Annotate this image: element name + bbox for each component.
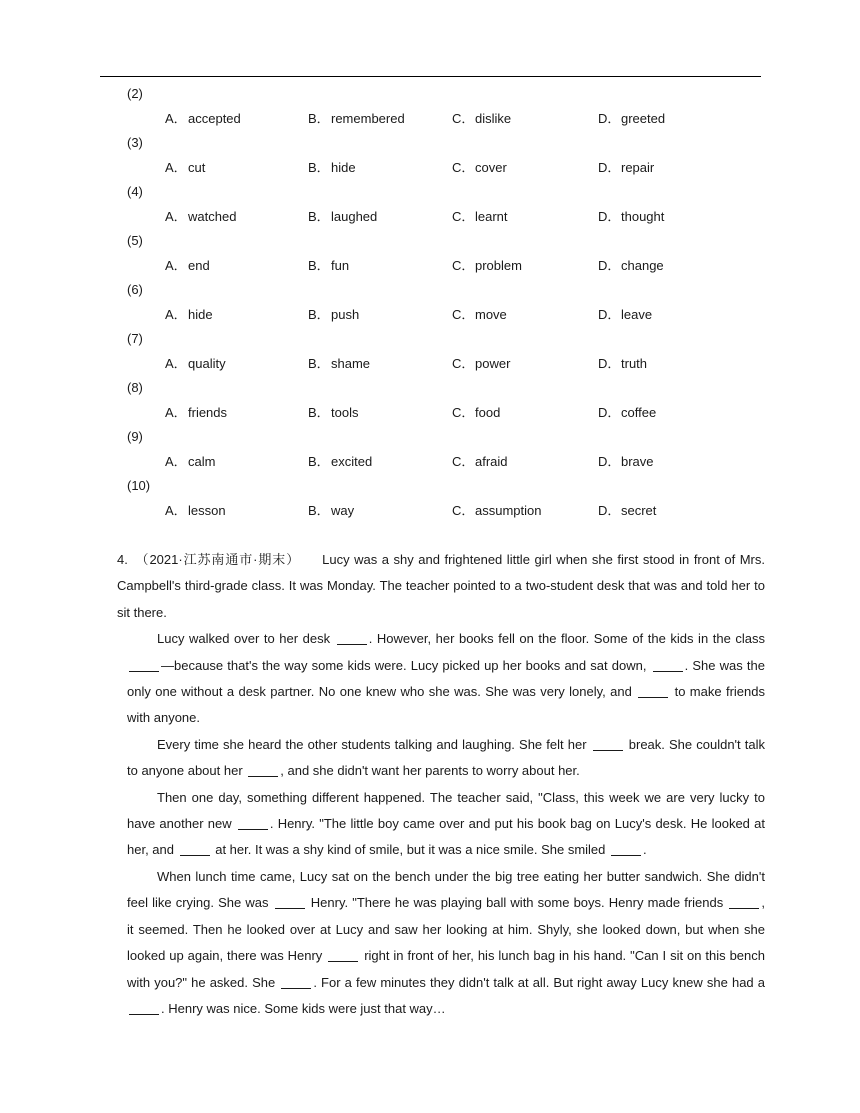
- option-text: hide: [188, 307, 213, 322]
- passage-text: to make friends with anyone.: [127, 684, 765, 726]
- option-letter: C．: [452, 454, 475, 469]
- question-number: (7): [127, 331, 143, 346]
- option-d: [598, 398, 656, 427]
- passage-text: Lucy walked over to her desk: [157, 631, 335, 647]
- option-row: [127, 251, 767, 280]
- option-d: [598, 251, 664, 280]
- option-d: [598, 496, 656, 525]
- option-letter: A．: [165, 356, 187, 371]
- option-text: lesson: [188, 503, 226, 518]
- option-b: [308, 153, 356, 182]
- option-letter: C．: [452, 405, 475, 420]
- option-text: food: [475, 405, 501, 420]
- option-text: quality: [188, 356, 226, 371]
- passage-text: . For a few minutes they didn't talk at all. But right away Lucy knew she had a: [313, 974, 765, 990]
- option-text: calm: [188, 454, 216, 469]
- answer-blank: [337, 630, 367, 645]
- option-row: [127, 202, 767, 231]
- option-text: watched: [188, 209, 237, 224]
- answer-blank: [180, 841, 210, 856]
- question-number: (8): [127, 380, 143, 395]
- paragraph-2: [117, 626, 765, 732]
- answer-blank: [281, 974, 311, 989]
- option-letter: D．: [598, 405, 621, 420]
- option-letter: D．: [598, 356, 621, 371]
- option-letter: B．: [308, 111, 330, 126]
- option-d: [598, 104, 665, 133]
- option-text: friends: [188, 405, 228, 420]
- option-row: [127, 496, 767, 525]
- passage-text: . Henry was nice. Some kids were just that way…: [161, 1000, 446, 1016]
- option-text: secret: [621, 503, 657, 518]
- option-text: dislike: [475, 111, 512, 126]
- question-list: [127, 84, 767, 525]
- option-letter: D．: [598, 503, 621, 518]
- passage-text: at her. It was a shy kind of smile, but it was a nice smile. She smiled: [211, 842, 609, 858]
- answer-blank: [238, 815, 268, 830]
- option-a: [165, 349, 226, 378]
- question-number: 4.: [117, 552, 128, 567]
- option-b: [308, 398, 358, 427]
- answer-blank: [593, 736, 623, 751]
- option-d: [598, 349, 647, 378]
- option-letter: D．: [598, 307, 621, 322]
- option-a: [165, 398, 227, 427]
- answer-blank: [328, 947, 358, 962]
- option-a: [165, 104, 241, 133]
- option-letter: B．: [308, 258, 330, 273]
- option-text: assumption: [475, 503, 542, 518]
- option-letter: A．: [165, 258, 187, 273]
- option-text: way: [331, 503, 355, 518]
- option-b: [308, 251, 349, 280]
- option-text: hide: [331, 160, 356, 175]
- option-d: [598, 447, 654, 476]
- option-letter: C．: [452, 160, 475, 175]
- answer-blank: [129, 657, 159, 672]
- option-a: [165, 153, 205, 182]
- passage-text: . Henry. "The little boy came over and put his book bag on Lucy's desk. He looked at her, and: [127, 816, 765, 858]
- option-letter: B．: [308, 307, 330, 322]
- option-letter: C．: [452, 503, 475, 518]
- source-label: （2021·江苏南通市·期末）: [135, 552, 301, 567]
- option-a: [165, 300, 213, 329]
- option-text: afraid: [475, 454, 508, 469]
- answer-blank: [638, 683, 668, 698]
- option-text: truth: [621, 356, 648, 371]
- passage-text: Every time she heard the other students talking and laughing. She felt her: [157, 736, 591, 752]
- option-a: [165, 202, 236, 231]
- option-text: tools: [331, 405, 359, 420]
- option-letter: A．: [165, 209, 187, 224]
- option-a: [165, 447, 215, 476]
- option-b: [308, 202, 377, 231]
- option-letter: A．: [165, 405, 187, 420]
- passage-text: When lunch time came, Lucy sat on the bench under the big tree eating her butter sandwich. She didn't feel like crying. She was: [127, 868, 765, 911]
- option-b: [308, 349, 370, 378]
- option-letter: C．: [452, 111, 475, 126]
- question-number: (9): [127, 429, 143, 444]
- option-row: [127, 104, 767, 133]
- option-letter: D．: [598, 209, 621, 224]
- passage-text: break. She couldn't talk to anyone about her: [127, 736, 765, 779]
- option-c: [452, 349, 510, 378]
- option-text: power: [475, 356, 511, 371]
- passage-text: .: [643, 842, 647, 858]
- answer-blank: [611, 841, 641, 856]
- option-text: change: [621, 258, 664, 273]
- option-d: [598, 300, 652, 329]
- passage-text: Henry. "There he was playing ball with some boys. Henry made friends: [306, 895, 728, 911]
- option-row: [127, 300, 767, 329]
- option-text: end: [188, 258, 210, 273]
- header-rule: [100, 76, 761, 77]
- option-text: move: [475, 307, 507, 322]
- option-text: accepted: [188, 111, 241, 126]
- option-text: fun: [331, 258, 350, 273]
- option-text: cut: [188, 160, 206, 175]
- option-letter: A．: [165, 454, 187, 469]
- option-d: [598, 202, 664, 231]
- answer-blank: [275, 894, 305, 909]
- option-text: repair: [621, 160, 655, 175]
- option-letter: C．: [452, 258, 475, 273]
- answer-blank: [729, 894, 759, 909]
- passage-text: —because that's the way some kids were. Lucy picked up her books and sat down,: [161, 657, 651, 673]
- option-text: learnt: [475, 209, 508, 224]
- option-text: push: [331, 307, 360, 322]
- option-letter: D．: [598, 160, 621, 175]
- passage-text: Then one day, something different happened. The teacher said, "Class, this week we are very lucky to have another new: [127, 789, 765, 832]
- option-text: cover: [475, 160, 507, 175]
- option-text: remembered: [331, 111, 405, 126]
- option-b: [308, 104, 405, 133]
- option-c: [452, 398, 500, 427]
- option-letter: D．: [598, 454, 621, 469]
- option-text: brave: [621, 454, 654, 469]
- option-letter: D．: [598, 258, 621, 273]
- option-letter: C．: [452, 209, 475, 224]
- option-letter: B．: [308, 356, 330, 371]
- passage-text: right in front of her, his lunch bag in his hand. "Can I sit on this bench with you?" he asked. She: [127, 948, 765, 990]
- question-number: (10): [127, 478, 151, 493]
- option-letter: C．: [452, 356, 475, 371]
- option-a: [165, 496, 226, 525]
- option-letter: A．: [165, 307, 187, 322]
- option-letter: B．: [308, 405, 330, 420]
- passage-text: . However, her books fell on the floor. Some of the kids in the class: [368, 631, 765, 647]
- paragraph-4: [117, 785, 765, 864]
- option-text: thought: [621, 209, 665, 224]
- option-letter: B．: [308, 160, 330, 175]
- option-c: [452, 300, 507, 329]
- option-b: [308, 496, 354, 525]
- option-c: [452, 447, 508, 476]
- option-c: [452, 104, 511, 133]
- passage-text: . She was the only one without a desk partner. No one knew who she was. She was very lonely, and: [127, 657, 765, 700]
- option-text: excited: [331, 454, 373, 469]
- question-number: (6): [127, 282, 143, 297]
- passage-text: , it seemed. Then he looked over at Lucy and saw her looking at him. Shyly, she looked down, but when she looked up again, there was Henry: [127, 895, 765, 964]
- paragraph-5: [117, 864, 765, 1022]
- question-number: (4): [127, 184, 143, 199]
- option-text: coffee: [621, 405, 657, 420]
- option-letter: B．: [308, 454, 330, 469]
- option-letter: D．: [598, 111, 621, 126]
- option-row: [127, 398, 767, 427]
- option-text: laughed: [331, 209, 378, 224]
- option-text: greeted: [621, 111, 666, 126]
- option-c: [452, 153, 507, 182]
- passage-text: , and she didn't want her parents to worry about her.: [280, 763, 580, 779]
- option-c: [452, 251, 522, 280]
- option-text: problem: [475, 258, 522, 273]
- option-b: [308, 447, 372, 476]
- answer-blank: [653, 657, 683, 672]
- option-c: [452, 202, 508, 231]
- paragraph-3: [117, 732, 765, 785]
- answer-blank: [248, 762, 278, 777]
- option-b: [308, 300, 359, 329]
- option-letter: A．: [165, 160, 187, 175]
- option-letter: C．: [452, 307, 475, 322]
- option-row: [127, 447, 767, 476]
- question-number: (5): [127, 233, 143, 248]
- option-letter: A．: [165, 111, 187, 126]
- option-row: [127, 153, 767, 182]
- passage-text: Lucy was a shy and frightened little girl when she first stood in front of Mrs. Campbell's third-grade class. It was Monday. The teacher pointed to a two-student desk that was and told her to sit there.: [117, 552, 765, 620]
- option-d: [598, 153, 654, 182]
- option-c: [452, 496, 541, 525]
- question-number: (3): [127, 135, 143, 150]
- option-row: [127, 349, 767, 378]
- passage-intro: [117, 547, 765, 626]
- option-letter: A．: [165, 503, 187, 518]
- reading-passage: [117, 547, 765, 1022]
- option-a: [165, 251, 210, 280]
- answer-blank: [129, 1000, 159, 1015]
- question-number: (2): [127, 86, 143, 101]
- option-text: leave: [621, 307, 653, 322]
- option-letter: B．: [308, 503, 330, 518]
- option-letter: B．: [308, 209, 330, 224]
- option-text: shame: [331, 356, 371, 371]
